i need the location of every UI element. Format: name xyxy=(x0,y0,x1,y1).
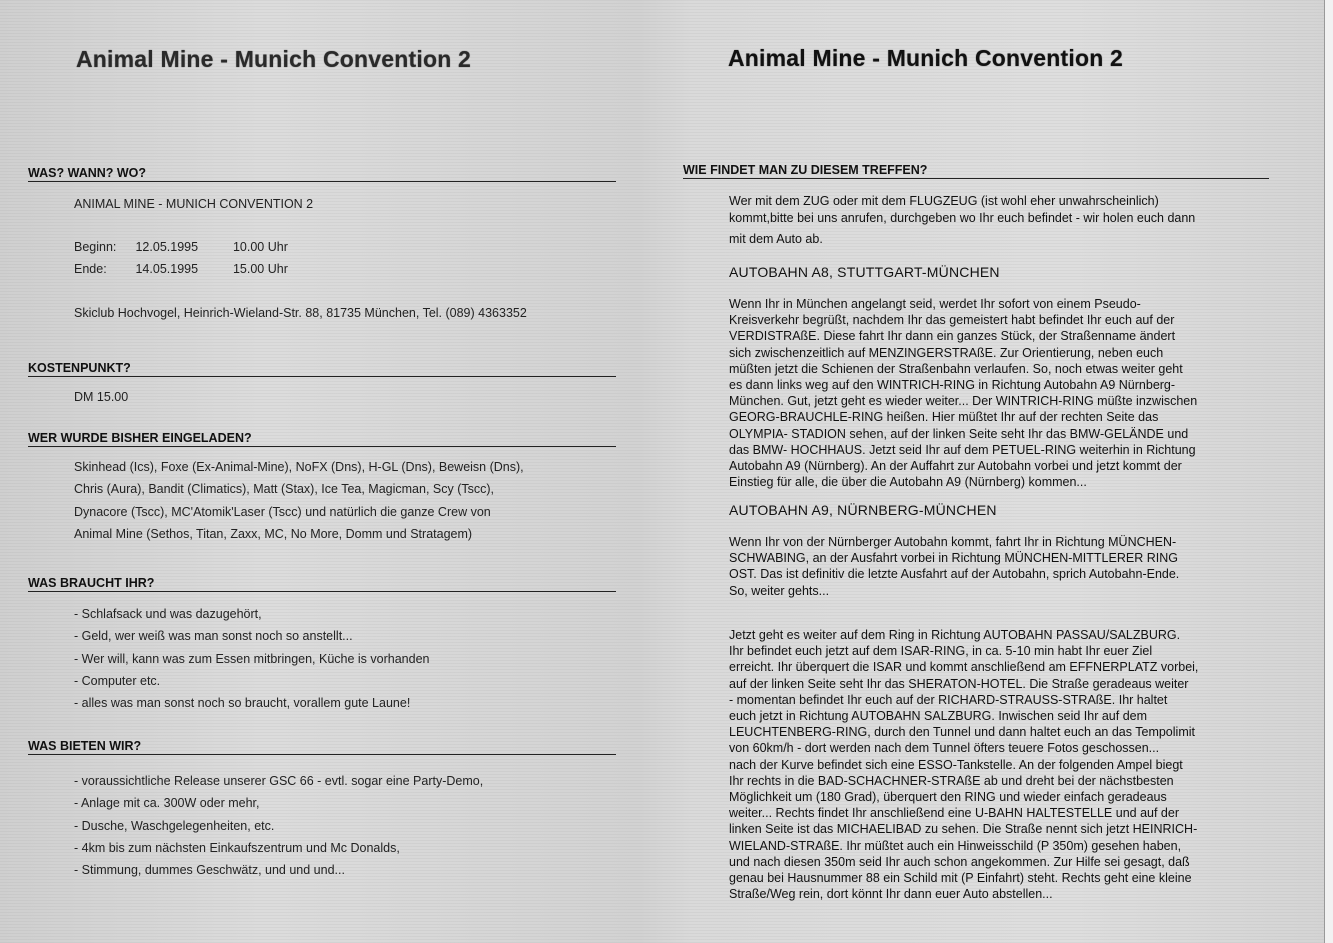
route-line: So, weiter gehts... xyxy=(729,583,830,598)
route-ring-paragraph xyxy=(729,627,1269,902)
route-line: weiter... Rechts findet Ihr anschließend eine U-BAHN HALTESTELLE und auf der xyxy=(729,806,1179,821)
route-a8-paragraph xyxy=(729,296,1269,490)
invited-line: Dynacore (Tscc), MC'Atomik'Laser (Tscc) und natürlich die ganze Crew von xyxy=(74,504,491,519)
intro-line: mit dem Auto ab. xyxy=(729,232,823,246)
offer-item: - Stimmung, dummes Geschwätz, und und und... xyxy=(74,863,345,878)
invited-line: Chris (Aura), Bandit (Climatics), Matt (Stax), Ice Tea, Magicman, Scy (Tscc), xyxy=(74,482,495,497)
route-line: und nach diesen 350m seid Ihr auch schon angekommen. Zur Hilfe sei gesagt, daß xyxy=(729,854,1190,869)
offer-item: - voraussichtliche Release unserer GSC 66 - evtl. sogar eine Party-Demo, xyxy=(74,774,484,788)
route-line: auf der linken Seite seht Ihr das SHERATON-HOTEL. Die Straße geradeaus weiter xyxy=(729,676,1189,691)
route-line: erreicht. Ihr überquert die ISAR und kommt anschließend am EFFNERPLATZ vorbei, xyxy=(729,660,1199,675)
end-row xyxy=(74,262,288,276)
route-heading-a8: AUTOBAHN A8, STUTTGART-MÜNCHEN xyxy=(729,264,1000,280)
needs-list xyxy=(74,603,429,714)
route-line: linken Seite ist das MICHAELIBAD zu sehen. Die Straße nennt sich jetzt HEINRICH- xyxy=(729,822,1198,837)
route-line: das BMW- HOCHHAUS. Jetzt seid Ihr auf dem PETUEL-RING weiterhin in Richtung xyxy=(729,442,1196,457)
route-line: müßten jetzt die Schienen der Straßenbahn verlaufen. So, noch etwas weiter geht xyxy=(729,361,1183,376)
route-line: genau bei Hausnummer 88 ein Schild mit (P Einfahrt) steht. Rechts geht eine kleine xyxy=(729,871,1192,886)
offer-item: - Anlage mit ca. 300W oder mehr, xyxy=(74,796,260,811)
route-line: WIELAND-STRAßE. Ihr müßtet auch ein Hinweisschild (P 350m) gesehen haben, xyxy=(729,838,1182,853)
intro-line: kommt,bitte bei uns anrufen, durchgeben wo Ihr euch befindet - wir holen euch dann xyxy=(729,211,1196,225)
route-line: OST. Das ist definitiv die letzte Ausfahrt auf der Autobahn, sprich Autobahn-Ende. xyxy=(729,567,1180,582)
invited-line: Animal Mine (Sethos, Titan, Zaxx, MC, No More, Domm und Stratagem) xyxy=(74,526,473,541)
section-heading-eingeladen: WER WURDE BISHER EINGELADEN? xyxy=(28,431,616,447)
intro-line: Wer mit dem ZUG oder mit dem FLUGZEUG (ist wohl eher unwahrscheinlich) xyxy=(729,194,1159,208)
route-line: Ihr befindet euch jetzt auf dem ISAR-RING, in ca. 5-10 min habt Ihr euer Ziel xyxy=(729,644,1153,659)
left-page-title: Animal Mine - Munich Convention 2 xyxy=(76,46,472,72)
section-heading-was-wann-wo: WAS? WANN? WO? xyxy=(28,166,616,182)
route-line: VERDISTRAßE. Diese fahrt Ihr dann ein ganzes Stück, der Straßenname ändert xyxy=(729,329,1176,344)
route-line: Kreisverkehr begrüßt, nachdem Ihr das gemeistert habt befindet Ihr euch auf der xyxy=(729,313,1175,328)
intro-paragraph xyxy=(729,193,1269,248)
route-line: Straße/Weg rein, dort könnt Ihr dann euer Auto abstellen... xyxy=(729,887,1053,902)
needs-item: - Wer will, kann was zum Essen mitbringen, Küche is vorhanden xyxy=(74,651,430,666)
offers-list xyxy=(74,770,483,881)
route-line: nach der Kurve befindet sich eine ESSO-Tankstelle. An der folgenden Ampel biegt xyxy=(729,757,1183,772)
route-line: es dann links weg auf den WINTRICH-RING in Richtung Autobahn A9 Nürnberg- xyxy=(729,378,1176,393)
route-line: Jetzt geht es weiter auf dem Ring in Richtung AUTOBAHN PASSAU/SALZBURG. xyxy=(729,628,1181,642)
route-line: Autobahn A9 (Nürnberg). An der Auffahrt zur Autobahn vorbei und jetzt kommt der xyxy=(729,459,1182,474)
event-name: ANIMAL MINE - MUNICH CONVENTION 2 xyxy=(74,197,314,211)
offer-item: - Dusche, Waschgelegenheiten, etc. xyxy=(74,818,275,833)
needs-item: - alles was man sonst noch so braucht, vorallem gute Laune! xyxy=(74,696,411,711)
route-line: von 60km/h - dort werden nach dem Tunnel öfters teuere Fotos geschossen... xyxy=(729,741,1160,756)
route-line: - momentan befindet Ihr euch auf der RICHARD-STRAUSS-STRAßE. Ihr haltet xyxy=(729,692,1168,707)
end-time: 15.00 Uhr xyxy=(232,262,288,276)
section-heading-wie-findet-man: WIE FINDET MAN ZU DIESEM TREFFEN? xyxy=(683,163,1269,179)
section-heading-was-bieten-wir: WAS BIETEN WIR? xyxy=(28,739,616,755)
route-line: Wenn Ihr von der Nürnberger Autobahn kommt, fahrt Ihr in Richtung MÜNCHEN- xyxy=(729,535,1177,549)
route-line: LEUCHTENBERG-RING, durch den Tunnel und dann haltet euch an das Tempolimit xyxy=(729,725,1195,740)
offer-item: - 4km bis zum nächsten Einkaufszentrum und Mc Donalds, xyxy=(74,840,400,855)
end-date: 14.05.1995 xyxy=(135,262,199,276)
section-heading-was-braucht-ihr: WAS BRAUCHT IHR? xyxy=(28,576,616,592)
route-line: Ihr rechts in die BAD-SCHACHNER-STRAßE ab und dreht bei der nächstbesten xyxy=(729,773,1174,788)
route-line: SCHWABING, an der Ausfahrt vorbei in Richtung MÜNCHEN-MITTLERER RING xyxy=(729,551,1178,566)
venue-address: Skiclub Hochvogel, Heinrich-Wieland-Str. 88, 81735 München, Tel. (089) 4363352 xyxy=(74,306,527,320)
needs-item: - Geld, wer weiß was man sonst noch so anstellt... xyxy=(74,629,353,644)
begin-date: 12.05.1995 xyxy=(135,240,199,254)
route-line: sich zwischenzeitlich auf MENZINGERSTRAßE. Zur Orientierung, neben euch xyxy=(729,345,1164,360)
end-label: Ende: xyxy=(74,262,107,276)
route-line: OLYMPIA- STADION sehen, auf der linken Seite seht Ihr das BMW-GELÄNDE und xyxy=(729,426,1189,441)
right-page-title: Animal Mine - Munich Convention 2 xyxy=(728,45,1124,71)
invited-list xyxy=(74,456,524,545)
needs-item: - Computer etc. xyxy=(74,673,161,688)
needs-item: - Schlafsack und was dazugehört, xyxy=(74,607,262,621)
begin-row xyxy=(74,240,288,254)
route-line: Wenn Ihr in München angelangt seid, werdet Ihr sofort von einem Pseudo- xyxy=(729,297,1141,311)
route-line: München. Gut, jetzt geht es wieder weiter... Der WINTRICH-RING müßte inzwischen xyxy=(729,394,1198,409)
route-heading-a9: AUTOBAHN A9, NÜRNBERG-MÜNCHEN xyxy=(729,502,997,518)
price: DM 15.00 xyxy=(74,390,129,404)
route-a9-paragraph xyxy=(729,534,1269,599)
route-line: euch jetzt in Richtung AUTOBAHN SALZBURG. Inwischen seid Ihr auf dem xyxy=(729,709,1148,724)
route-line: Einstieg für alle, die über die Autobahn A9 (Nürnberg) kommen... xyxy=(729,475,1087,490)
route-line: Möglichkeit um (180 Grad), überquert den RING und wieder einfach geradeaus xyxy=(729,790,1167,805)
section-heading-kostenpunkt: KOSTENPUNKT? xyxy=(28,361,616,377)
invited-line: Skinhead (Ics), Foxe (Ex-Animal-Mine), NoFX (Dns), H-GL (Dns), Beweisn (Dns), xyxy=(74,460,524,474)
begin-label: Beginn: xyxy=(74,240,117,254)
paper-edge xyxy=(1324,0,1333,943)
route-line: GEORG-BRAUCHLE-RING heißen. Hier müßtet Ihr auf der rechten Seite das xyxy=(729,410,1159,425)
begin-time: 10.00 Uhr xyxy=(232,240,288,254)
